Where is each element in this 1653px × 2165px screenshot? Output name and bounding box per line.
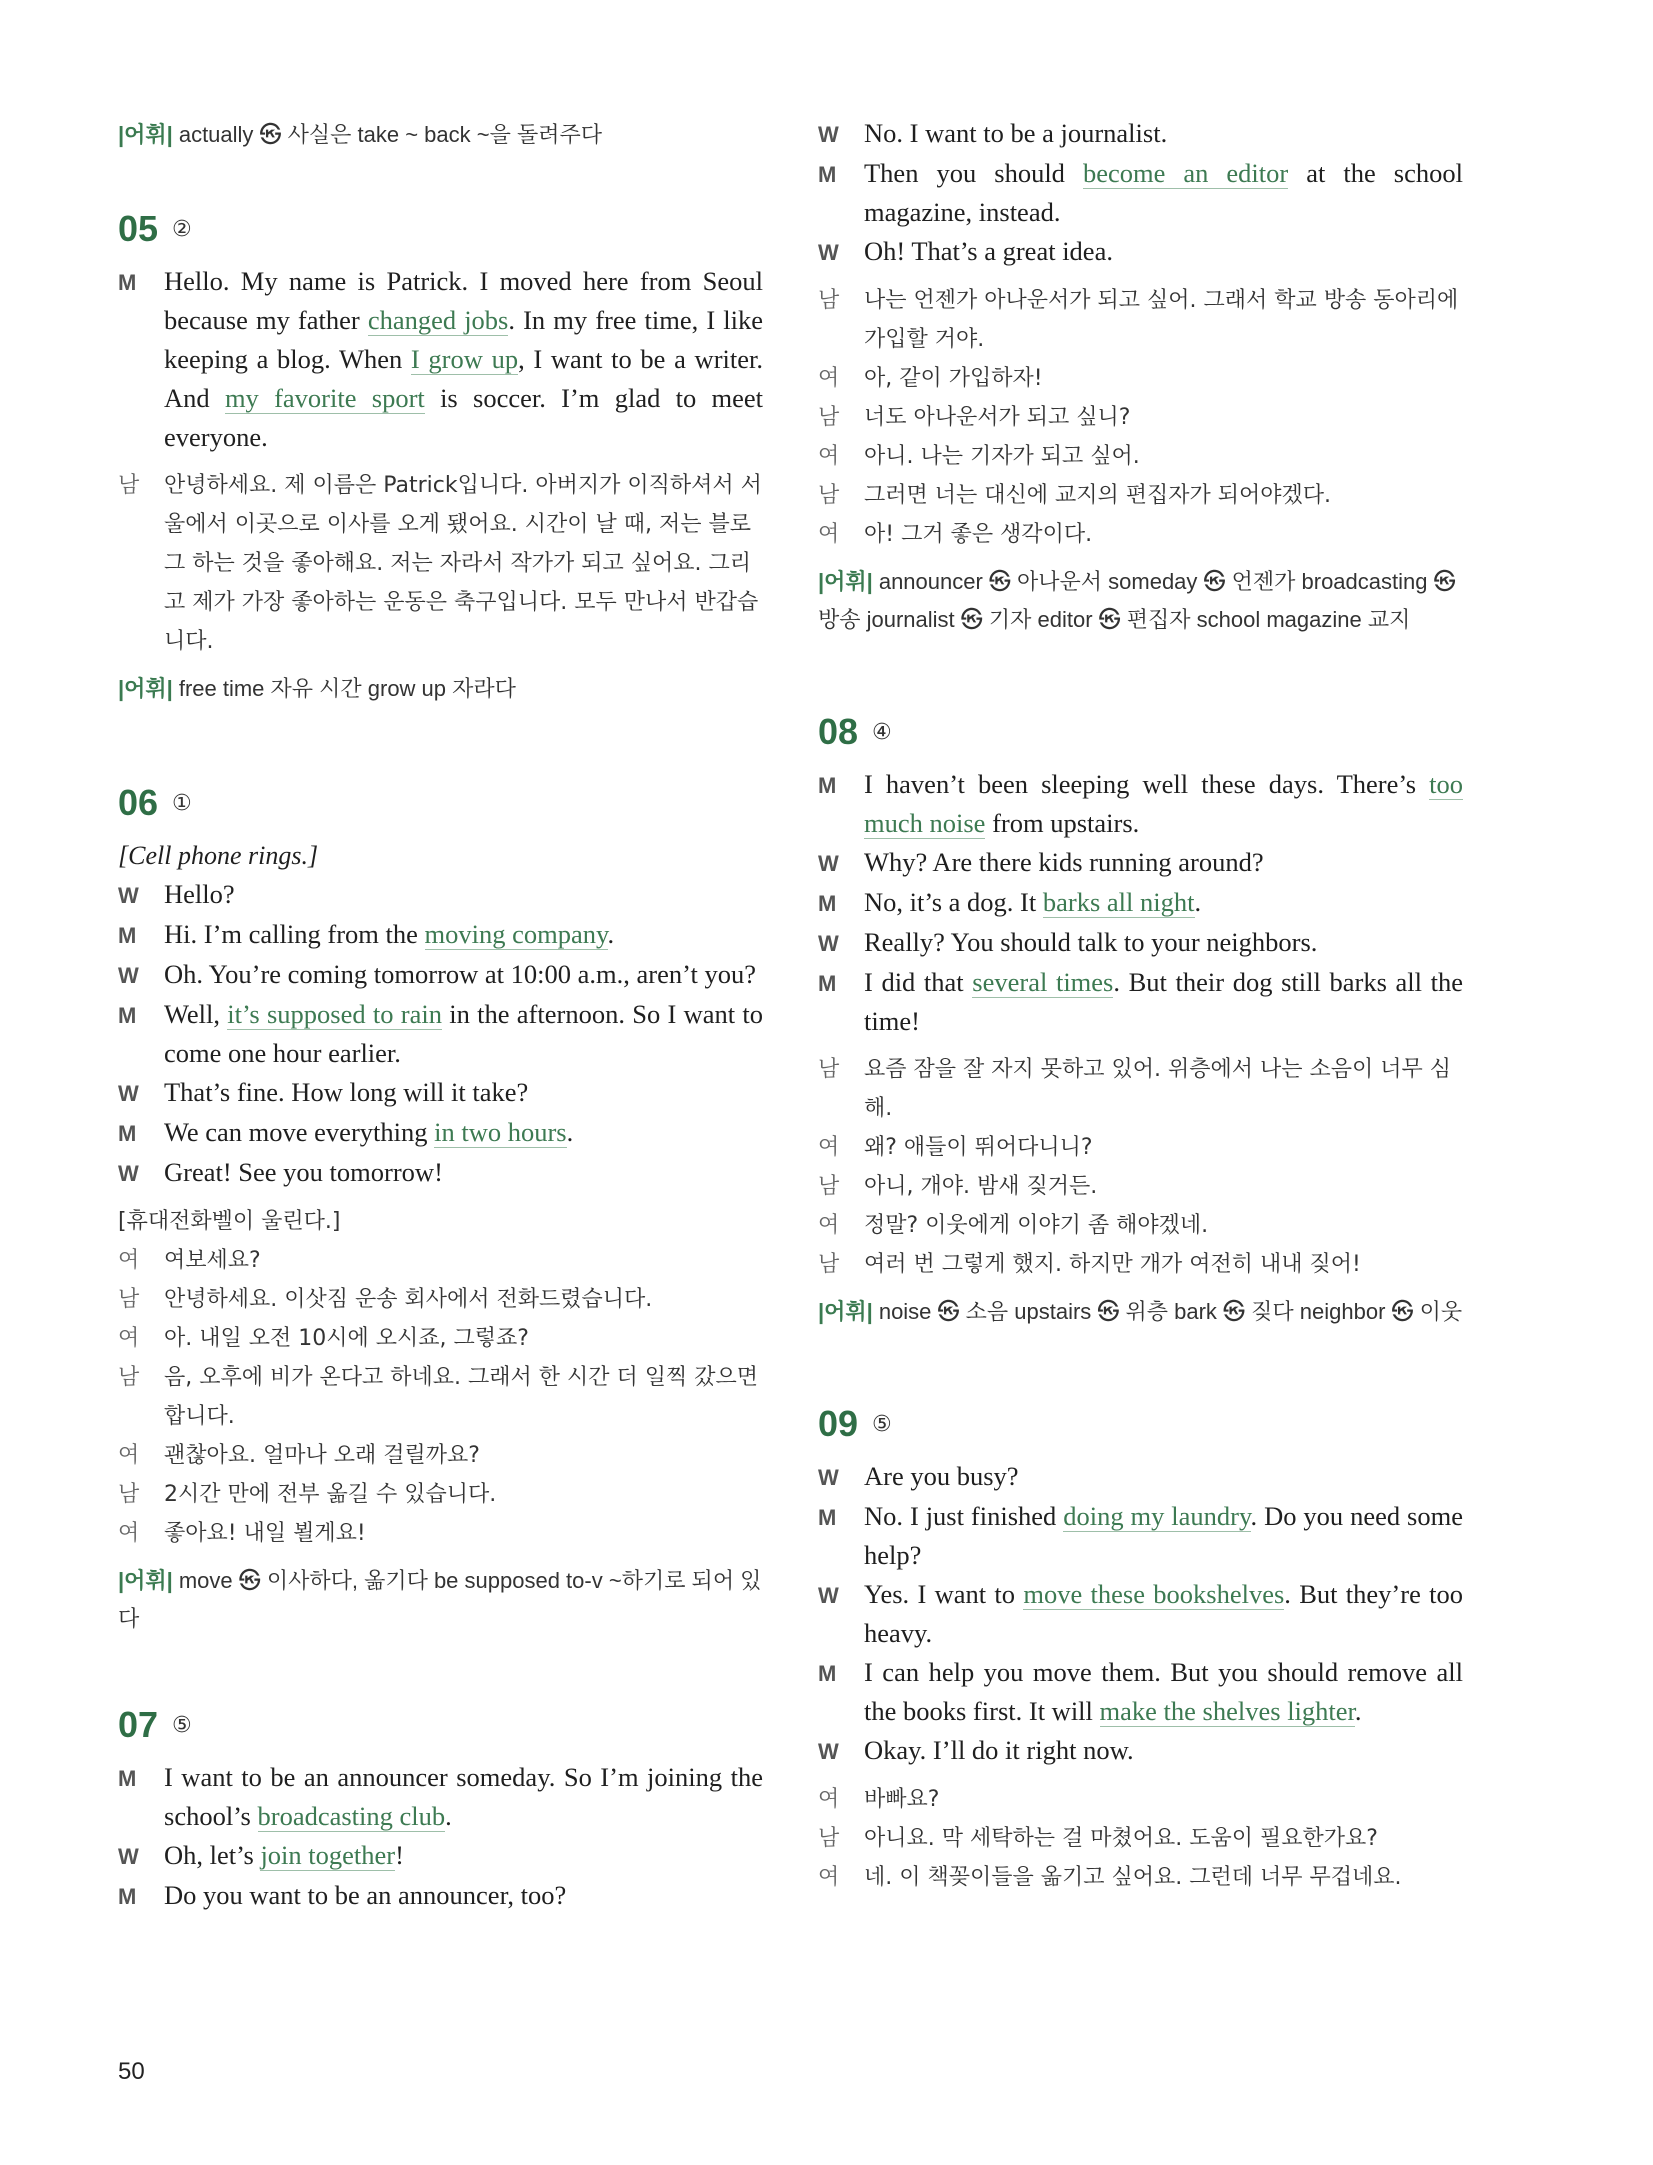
speaker-label: 남: [818, 405, 840, 430]
speaker-label: 남: [818, 1057, 840, 1082]
dialogue-text: [864, 154, 1463, 232]
vocab-label: |어휘|: [118, 122, 173, 147]
text-segment: .: [607, 919, 615, 949]
question-08-header: [818, 709, 1463, 755]
translation-text: 좋아요! 내일 뵐게요!: [164, 1521, 366, 1546]
speaker-label: W: [818, 1583, 839, 1608]
question-09-header: [818, 1401, 1463, 1447]
speaker-label: 여: [818, 1135, 840, 1160]
text-segment: Then you should: [864, 158, 1083, 188]
speaker-label: M: [818, 162, 837, 187]
dialogue-line: [118, 1876, 763, 1916]
translation-text: 왜? 애들이 뛰어다니니?: [864, 1135, 1093, 1160]
dialogue-text: [864, 232, 1463, 272]
speaker-label: W: [818, 851, 839, 876]
translation-line: [818, 1206, 1463, 1245]
translation-text: 아! 그거 좋은 생각이다.: [864, 522, 1093, 547]
dialogue-line: [118, 995, 763, 1073]
speaker-label: M: [118, 1884, 137, 1909]
translation-text: 안녕하세요. 제 이름은 Patrick입니다. 아버지가 이직하셔서 서울에서 이곳으로 이사를 오게 됐어요. 시간이 날 때, 저는 블로그 하는 것을 좋아해요. 저는 자라서 작가가 되고 싶어요. 그리고 제가 가장 좋아하는 운동은 축구입니다. 모두 만나서 반갑습니다.: [164, 473, 762, 654]
key-phrase: broadcasting club: [257, 1801, 446, 1831]
translation-text: 네. 이 책꽂이들을 옮기고 싶어요. 그런데 너무 무겁네요.: [864, 1865, 1402, 1890]
text-segment: Hello?: [164, 879, 235, 909]
translation-text: 아, 같이 가입하자!: [864, 366, 1043, 391]
dialogue-line: [818, 765, 1463, 843]
question-07-header: [118, 1702, 763, 1748]
q05-vocab: [118, 670, 763, 708]
vocab-label: |어휘|: [118, 676, 173, 701]
speaker-label: W: [818, 240, 839, 265]
speaker-label: 여: [818, 1213, 840, 1238]
text-segment: Hello. My name is Patrick. I moved here from Seoul because my father: [164, 266, 763, 335]
translation-line: [818, 1050, 1463, 1128]
translation-line: [818, 1167, 1463, 1206]
speaker-label: 여: [818, 1865, 840, 1890]
left-column: [118, 0, 763, 1916]
vocab-label: |어휘|: [818, 569, 873, 594]
text-segment: . Do you need some help?: [864, 1501, 1463, 1570]
key-phrase: I grow up: [410, 344, 519, 374]
translation-text: 너도 아나운서가 되고 싶니?: [864, 405, 1131, 430]
speaker-label: 남: [818, 483, 840, 508]
text-segment: I haven’t been sleeping well these days. There’s: [864, 769, 1430, 799]
speaker-label: 남: [118, 1482, 140, 1507]
text-segment: No, it’s a dog. It: [864, 887, 1043, 917]
translation-text: 아니, 개야. 밤새 짖거든.: [864, 1174, 1098, 1199]
speaker-label: 남: [818, 1252, 840, 1277]
q05-english-dialogue: [118, 262, 763, 457]
key-phrase: doing my laundry: [1063, 1501, 1251, 1531]
translation-text: 아. 내일 오전 10시에 오시죠, 그렇죠?: [164, 1326, 529, 1351]
speaker-label: W: [118, 883, 139, 908]
translation-line: [818, 1245, 1463, 1284]
dialogue-text: [864, 765, 1463, 843]
dialogue-text: [864, 883, 1463, 923]
dialogue-text: [864, 1497, 1463, 1575]
key-phrase: changed jobs: [367, 305, 509, 335]
text-segment: Really? You should talk to your neighbors.: [864, 927, 1318, 957]
speaker-label: 여: [818, 522, 840, 547]
text-segment: at the school magazine, instead.: [864, 158, 1463, 227]
translation-line: [118, 1280, 763, 1319]
q07-english-dialogue-continued: [818, 114, 1463, 272]
text-segment: is soccer. I’m glad to meet everyone.: [164, 383, 764, 452]
translation-text: 아니요. 막 세탁하는 걸 마쳤어요. 도움이 필요한가요?: [864, 1826, 1378, 1851]
text-segment: Well,: [164, 999, 228, 1029]
dialogue-line: [818, 843, 1463, 883]
speaker-label: M: [118, 270, 137, 295]
dialogue-line: [818, 232, 1463, 272]
question-number: 05: [118, 208, 159, 249]
text-segment: Oh! That’s a great idea.: [864, 236, 1113, 266]
dialogue-line: [818, 114, 1463, 154]
dialogue-text: [864, 1653, 1463, 1731]
dialogue-text: [164, 875, 763, 915]
translation-text: 나는 언젠가 아나운서가 되고 싶어. 그래서 학교 방송 동아리에 가입할 거야.: [864, 288, 1459, 352]
translation-line: [118, 1358, 763, 1436]
text-segment: .: [445, 1801, 452, 1831]
translation-text: 2시간 만에 전부 옮길 수 있습니다.: [164, 1482, 497, 1507]
text-segment: We can move everything: [164, 1117, 435, 1147]
q08-english-dialogue: [818, 765, 1463, 1041]
dialogue-text: [164, 1073, 763, 1113]
q06-korean-dialogue: [118, 1241, 763, 1553]
text-segment: Okay. I’ll do it right now.: [864, 1735, 1134, 1765]
translation-line: [118, 1241, 763, 1280]
speaker-label: W: [818, 122, 839, 147]
q08-korean-dialogue: [818, 1050, 1463, 1284]
text-segment: I want to be an announcer someday. So I’m joining the school’s: [164, 1762, 763, 1831]
text-segment: Yes. I want to: [864, 1579, 1024, 1609]
translation-text: 여보세요?: [164, 1248, 261, 1273]
dialogue-line: [118, 875, 763, 915]
speaker-label: 여: [818, 1787, 840, 1812]
dialogue-line: [818, 1457, 1463, 1497]
dialogue-text: [164, 262, 763, 457]
dialogue-text: [864, 1575, 1463, 1653]
speaker-label: M: [818, 1661, 837, 1686]
dialogue-line: [818, 1731, 1463, 1771]
vocab-label: |어휘|: [818, 1299, 873, 1324]
speaker-label: M: [118, 1121, 137, 1146]
speaker-label: M: [118, 1003, 137, 1028]
translation-line: [118, 1319, 763, 1358]
text-segment: from upstairs.: [985, 808, 1140, 838]
dialogue-line: [818, 923, 1463, 963]
dialogue-text: [164, 955, 763, 995]
speaker-label: M: [118, 923, 137, 948]
translation-text: 괜찮아요. 얼마나 오래 걸릴까요?: [164, 1443, 480, 1468]
speaker-label: 남: [818, 1174, 840, 1199]
speaker-label: 남: [818, 1826, 840, 1851]
answer-marker: ④: [872, 719, 892, 745]
translation-text: 음, 오후에 비가 온다고 하네요. 그래서 한 시간 더 일찍 갔으면 합니다.: [164, 1365, 758, 1429]
dialogue-text: [864, 843, 1463, 883]
speaker-label: 남: [118, 1365, 140, 1390]
dialogue-line: [118, 1153, 763, 1193]
vocab-text: actually ㉿ 사실은 take ~ back ~을 돌려주다: [178, 122, 602, 147]
vocab-text: noise ㉿ 소음 upstairs ㉿ 위층 bark ㉿ 짖다 neighbor ㉿ 이웃: [878, 1299, 1463, 1324]
dialogue-line: [118, 1758, 763, 1836]
speaker-label: 여: [818, 366, 840, 391]
key-phrase: become an editor: [1082, 158, 1289, 188]
answer-marker: ①: [172, 790, 192, 816]
dialogue-text: [864, 963, 1463, 1041]
translation-line: [818, 1780, 1463, 1819]
translation-text: 여러 번 그렇게 했지. 하지만 개가 여전히 내내 짖어!: [864, 1252, 1361, 1277]
text-segment: . In my free time, I like keeping a blog. When: [164, 305, 763, 374]
text-segment: .: [1354, 1696, 1362, 1726]
translation-text: 아니. 나는 기자가 되고 싶어.: [864, 444, 1140, 469]
text-segment: Are you busy?: [864, 1461, 1019, 1491]
text-segment: , I want to be a writer. And: [164, 344, 763, 413]
answer-marker: ②: [172, 216, 192, 242]
question-number: 08: [818, 711, 859, 752]
key-phrase: in two hours: [434, 1117, 567, 1147]
speaker-label: W: [118, 1844, 139, 1869]
dialogue-line: [118, 262, 763, 457]
speaker-label: W: [118, 963, 139, 988]
text-segment: I did that: [864, 967, 973, 997]
speaker-label: W: [818, 1739, 839, 1764]
question-number: 07: [118, 1704, 159, 1745]
translation-line: [818, 515, 1463, 554]
dialogue-text: [164, 1876, 763, 1916]
text-segment: Great! See you tomorrow!: [164, 1157, 443, 1187]
speaker-label: M: [818, 891, 837, 916]
dialogue-text: [864, 923, 1463, 963]
q09-english-dialogue: [818, 1457, 1463, 1771]
translation-line: [118, 466, 763, 661]
korean-stage-direction: [휴대전화벨이 울린다.]: [118, 1209, 341, 1234]
dialogue-line: [118, 1836, 763, 1876]
key-phrase: too much noise: [864, 769, 1463, 838]
vocab-text: free time 자유 시간 grow up 자라다: [178, 676, 516, 701]
translation-line: [818, 1128, 1463, 1167]
translation-line: [818, 281, 1463, 359]
translation-line: [818, 1819, 1463, 1858]
dialogue-text: [164, 995, 763, 1073]
dialogue-text: [164, 1113, 763, 1153]
speaker-label: M: [818, 971, 837, 996]
stage-direction: [Cell phone rings.]: [118, 841, 319, 870]
question-number: 06: [118, 782, 159, 823]
answer-marker: ⑤: [172, 1712, 192, 1738]
q05-korean-dialogue: [118, 466, 763, 661]
dialogue-line: [118, 1113, 763, 1153]
dialogue-line: [818, 1497, 1463, 1575]
key-phrase: it’s supposed to rain: [227, 999, 442, 1029]
dialogue-line: [818, 1653, 1463, 1731]
dialogue-line: [118, 955, 763, 995]
translation-text: 요즘 잠을 잘 자지 못하고 있어. 위층에서 나는 소음이 너무 심해.: [864, 1057, 1451, 1121]
question-number: 09: [818, 1403, 859, 1444]
text-segment: . But their dog still barks all the time!: [864, 967, 1463, 1036]
speaker-label: W: [818, 1465, 839, 1490]
speaker-label: W: [118, 1081, 139, 1106]
q06-vocab: [118, 1562, 763, 1638]
question-05-header: [118, 206, 763, 252]
translation-line: [818, 398, 1463, 437]
dialogue-text: [864, 1457, 1463, 1497]
dialogue-text: [164, 915, 763, 955]
dialogue-line: [818, 154, 1463, 232]
dialogue-text: [164, 1758, 763, 1836]
q06-english-dialogue: [118, 875, 763, 1193]
translation-line: [818, 476, 1463, 515]
text-segment: .: [1194, 887, 1202, 917]
translation-text: 바빠요?: [864, 1787, 940, 1812]
translation-line: [118, 1436, 763, 1475]
q07-english-dialogue: [118, 1758, 763, 1916]
key-phrase: make the shelves lighter: [1099, 1696, 1355, 1726]
vocab-label: |어휘|: [118, 1568, 173, 1593]
key-phrase: join together: [260, 1840, 396, 1870]
dialogue-line: [818, 963, 1463, 1041]
speaker-label: 여: [118, 1521, 140, 1546]
speaker-label: 여: [818, 444, 840, 469]
answer-marker: ⑤: [872, 1411, 892, 1437]
speaker-label: M: [818, 773, 837, 798]
right-column: [818, 0, 1463, 1897]
translation-line: [818, 1858, 1463, 1897]
text-segment: Oh, let’s: [164, 1840, 261, 1870]
speaker-label: M: [818, 1505, 837, 1530]
question-06-header: [118, 780, 763, 826]
text-segment: Do you want to be an announcer, too?: [164, 1880, 567, 1910]
q09-korean-dialogue: [818, 1780, 1463, 1897]
translation-text: 그러면 너는 대신에 교지의 편집자가 되어야겠다.: [864, 483, 1332, 508]
speaker-label: 여: [118, 1248, 140, 1273]
dialogue-text: [164, 1153, 763, 1193]
vocab-text: move ㉿ 이사하다, 옮기다 be supposed to-v ~하기로 되어 있다: [118, 1568, 762, 1631]
key-phrase: my favorite sport: [224, 383, 425, 413]
dialogue-text: [864, 1731, 1463, 1771]
speaker-label: 여: [118, 1326, 140, 1351]
text-segment: Why? Are there kids running around?: [864, 847, 1264, 877]
translation-line: [818, 359, 1463, 398]
key-phrase: move these bookshelves: [1023, 1579, 1285, 1609]
translation-line: [118, 1475, 763, 1514]
speaker-label: W: [818, 931, 839, 956]
page-number: 50: [118, 2058, 145, 2085]
key-phrase: several times: [972, 967, 1114, 997]
dialogue-text: [164, 1836, 763, 1876]
speaker-label: 남: [818, 288, 840, 313]
translation-text: 정말? 이웃에게 이야기 좀 해야겠네.: [864, 1213, 1209, 1238]
dialogue-line: [118, 915, 763, 955]
translation-line: [118, 1514, 763, 1553]
vocab-text: announcer ㉿ 아나운서 someday ㉿ 언젠가 broadcasting ㉿ 방송 journalist ㉿ 기자 editor ㉿ 편집자 school magazine 교지: [818, 569, 1456, 632]
translation-text: 안녕하세요. 이삿짐 운송 회사에서 전화드렸습니다.: [164, 1287, 653, 1312]
text-segment: .: [566, 1117, 574, 1147]
text-segment: Oh. You’re coming tomorrow at 10:00 a.m., aren’t you?: [164, 959, 756, 989]
speaker-label: M: [118, 1766, 137, 1791]
dialogue-line: [118, 1073, 763, 1113]
q07-vocab: [818, 563, 1463, 639]
q08-vocab: [818, 1293, 1463, 1331]
speaker-label: 남: [118, 473, 140, 498]
speaker-label: 여: [118, 1443, 140, 1468]
text-segment: !: [395, 1840, 404, 1870]
key-phrase: barks all night: [1042, 887, 1195, 917]
text-segment: No. I just finished: [864, 1501, 1064, 1531]
text-segment: That’s fine. How long will it take?: [164, 1077, 529, 1107]
dialogue-line: [818, 883, 1463, 923]
text-segment: I can help you move them. But you should remove all the books first. It will: [864, 1657, 1463, 1726]
key-phrase: moving company: [424, 919, 608, 949]
q07-korean-dialogue: [818, 281, 1463, 554]
speaker-label: 남: [118, 1287, 140, 1312]
translation-line: [818, 437, 1463, 476]
text-segment: No. I want to be a journalist.: [864, 118, 1168, 148]
dialogue-text: [864, 114, 1463, 154]
speaker-label: W: [118, 1161, 139, 1186]
text-segment: . But they’re too heavy.: [864, 1579, 1463, 1648]
vocab-top: [118, 116, 763, 154]
text-segment: Hi. I’m calling from the: [164, 919, 425, 949]
text-segment: in the afternoon. So I want to come one hour earlier.: [164, 999, 763, 1068]
dialogue-line: [818, 1575, 1463, 1653]
